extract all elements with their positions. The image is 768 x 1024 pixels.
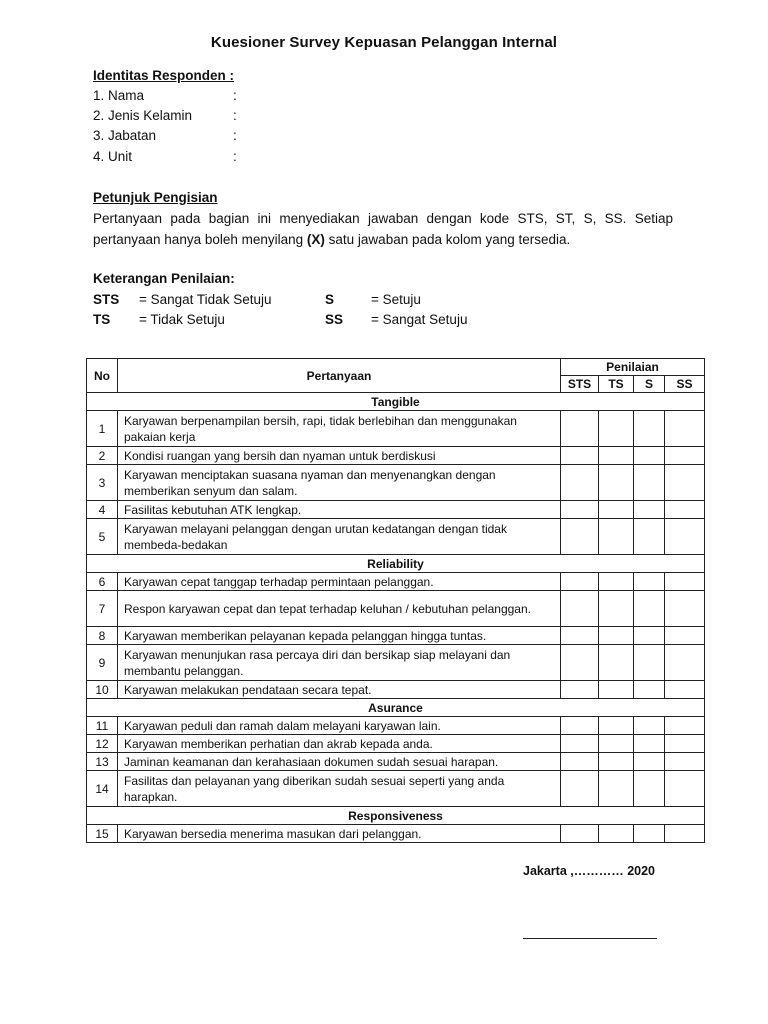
- table-row: [87, 447, 705, 465]
- question-number: 8: [87, 627, 118, 645]
- category-label: Responsiveness: [87, 807, 705, 825]
- rating-cell-sts[interactable]: [561, 771, 599, 807]
- rating-cell-sts[interactable]: [561, 447, 599, 465]
- category-row: [87, 393, 705, 411]
- ident-colon: :: [233, 108, 237, 123]
- rating-cell-s[interactable]: [634, 411, 665, 447]
- rating-cell-ts[interactable]: [599, 771, 634, 807]
- table-row: [87, 645, 705, 681]
- question-text: Karyawan melakukan pendataan secara tepat.: [118, 681, 561, 699]
- rating-cell-sts[interactable]: [561, 519, 599, 555]
- rating-cell-ts[interactable]: [599, 411, 634, 447]
- petunjuk-heading: Petunjuk Pengisian: [93, 190, 218, 205]
- table-row: [87, 735, 705, 753]
- question-number: 14: [87, 771, 118, 807]
- question-text: Jaminan keamanan dan kerahasiaan dokumen sudah sesuai harapan.: [118, 753, 561, 771]
- keterangan-row: [93, 290, 421, 310]
- rating-cell-ss[interactable]: [665, 465, 705, 501]
- rating-cell-sts[interactable]: [561, 465, 599, 501]
- place-date: Jakarta ,………… 2020: [523, 864, 656, 878]
- question-number: 1: [87, 411, 118, 447]
- question-text: Karyawan menunjukan rasa percaya diri dan bersikap siap melayani dan membantu pelanggan.: [118, 645, 561, 681]
- ket-code: S: [325, 292, 335, 307]
- rating-cell-ss[interactable]: [665, 447, 705, 465]
- rating-cell-ts[interactable]: [599, 645, 634, 681]
- ident-label: 2. Jenis Kelamin: [93, 108, 193, 123]
- category-label: Reliability: [87, 555, 705, 573]
- ident-colon: :: [233, 88, 237, 103]
- ident-label: 4. Unit: [93, 149, 133, 164]
- rating-cell-ts[interactable]: [599, 753, 634, 771]
- rating-cell-sts[interactable]: [561, 717, 599, 735]
- table-row: [87, 465, 705, 501]
- rating-cell-s[interactable]: [634, 717, 665, 735]
- ket-code: STS: [93, 292, 120, 307]
- category-label: Asurance: [87, 699, 705, 717]
- rating-cell-ss[interactable]: [665, 591, 705, 627]
- rating-cell-sts[interactable]: [561, 591, 599, 627]
- table-row: [87, 519, 705, 555]
- rating-cell-s[interactable]: [634, 627, 665, 645]
- table-row: [87, 627, 705, 645]
- question-number: 7: [87, 591, 118, 627]
- ident-field-jabatan[interactable]: [93, 126, 243, 146]
- question-text: Respon karyawan cepat dan tepat terhadap keluhan / kebutuhan pelanggan.: [118, 591, 561, 627]
- ket-code: TS: [93, 312, 111, 327]
- question-text: Fasilitas kebutuhan ATK lengkap.: [118, 501, 561, 519]
- question-number: 15: [87, 825, 118, 843]
- rating-cell-s[interactable]: [634, 645, 665, 681]
- table-row: [87, 501, 705, 519]
- header-no: No: [87, 359, 118, 393]
- ident-label: 3. Jabatan: [93, 128, 157, 143]
- ident-label: 1. Nama: [93, 88, 145, 103]
- questionnaire-table: [86, 358, 705, 843]
- question-text: Karyawan menciptakan suasana nyaman dan menyenangkan dengan memberikan senyum dan salam.: [118, 465, 561, 501]
- rating-cell-ts[interactable]: [599, 519, 634, 555]
- header-rating-ss: SS: [665, 376, 705, 393]
- ket-desc: = Tidak Setuju: [139, 312, 225, 327]
- table-row: [87, 681, 705, 699]
- table-row: [87, 825, 705, 843]
- question-number: 10: [87, 681, 118, 699]
- ket-desc: = Sangat Tidak Setuju: [139, 292, 272, 307]
- petunjuk-text: [93, 208, 673, 250]
- rating-cell-sts[interactable]: [561, 645, 599, 681]
- rating-cell-ss[interactable]: [665, 717, 705, 735]
- category-row: [87, 555, 705, 573]
- rating-cell-sts[interactable]: [561, 753, 599, 771]
- rating-cell-ts[interactable]: [599, 465, 634, 501]
- table-row: [87, 753, 705, 771]
- rating-cell-s[interactable]: [634, 501, 665, 519]
- rating-cell-sts[interactable]: [561, 735, 599, 753]
- rating-cell-ss[interactable]: [665, 825, 705, 843]
- table-row: [87, 411, 705, 447]
- question-number: 6: [87, 573, 118, 591]
- rating-cell-ss[interactable]: [665, 519, 705, 555]
- question-text: Karyawan memberikan perhatian dan akrab kepada anda.: [118, 735, 561, 753]
- rating-cell-ts[interactable]: [599, 501, 634, 519]
- rating-cell-sts[interactable]: [561, 573, 599, 591]
- rating-cell-sts[interactable]: [561, 825, 599, 843]
- rating-cell-s[interactable]: [634, 591, 665, 627]
- petunjuk-text-after: satu jawaban pada kolom yang tersedia.: [324, 232, 571, 247]
- rating-cell-s[interactable]: [634, 465, 665, 501]
- header-rating-ts: TS: [599, 376, 634, 393]
- question-number: 12: [87, 735, 118, 753]
- question-text: Karyawan melayani pelanggan dengan urutan kedatangan dengan tidak membeda-bedakan: [118, 519, 561, 555]
- rating-cell-ss[interactable]: [665, 735, 705, 753]
- question-number: 13: [87, 753, 118, 771]
- rating-cell-s[interactable]: [634, 573, 665, 591]
- ident-field-jenis-kelamin[interactable]: [93, 106, 243, 126]
- keterangan-row: [93, 310, 467, 330]
- rating-cell-ss[interactable]: [665, 411, 705, 447]
- ident-colon: :: [233, 149, 237, 164]
- question-text: Karyawan memberikan pelayanan kepada pelanggan hingga tuntas.: [118, 627, 561, 645]
- rating-cell-s[interactable]: [634, 825, 665, 843]
- question-text: Karyawan peduli dan ramah dalam melayani karyawan lain.: [118, 717, 561, 735]
- petunjuk-text-before: Pertanyaan pada bagian ini menyediakan jawaban dengan kode STS, ST, S, SS. Setiap pertanyaan hanya boleh menyilang: [93, 211, 673, 247]
- rating-cell-s[interactable]: [634, 735, 665, 753]
- category-label: Tangible: [87, 393, 705, 411]
- question-number: 5: [87, 519, 118, 555]
- rating-cell-ss[interactable]: [665, 627, 705, 645]
- question-number: 9: [87, 645, 118, 681]
- ket-desc: = Setuju: [371, 292, 421, 307]
- category-row: [87, 807, 705, 825]
- document-title: Kuesioner Survey Kepuasan Pelanggan Internal: [210, 34, 558, 51]
- ket-code: SS: [325, 312, 344, 327]
- ident-field-unit[interactable]: [93, 147, 243, 167]
- question-number: 2: [87, 447, 118, 465]
- rating-cell-ts[interactable]: [599, 717, 634, 735]
- rating-cell-ss[interactable]: [665, 753, 705, 771]
- question-number: 11: [87, 717, 118, 735]
- identitas-heading: Identitas Responden :: [93, 68, 235, 83]
- rating-cell-sts[interactable]: [561, 627, 599, 645]
- rating-cell-ts[interactable]: [599, 681, 634, 699]
- rating-cell-s[interactable]: [634, 519, 665, 555]
- header-rating: Penilaian: [561, 359, 705, 376]
- rating-cell-ts[interactable]: [599, 447, 634, 465]
- table-row: [87, 771, 705, 807]
- rating-cell-sts[interactable]: [561, 501, 599, 519]
- header-question: Pertanyaan: [118, 359, 561, 393]
- question-text: Karyawan bersedia menerima masukan dari pelanggan.: [118, 825, 561, 843]
- signature-line[interactable]: [523, 938, 657, 939]
- rating-cell-ts[interactable]: [599, 735, 634, 753]
- ket-desc: = Sangat Setuju: [371, 312, 468, 327]
- petunjuk-text-bold: (X): [306, 232, 325, 247]
- rating-cell-ss[interactable]: [665, 681, 705, 699]
- rating-cell-s[interactable]: [634, 681, 665, 699]
- rating-cell-s[interactable]: [634, 771, 665, 807]
- ident-colon: :: [233, 128, 237, 143]
- question-number: 4: [87, 501, 118, 519]
- keterangan-heading: Keterangan Penilaian:: [93, 271, 235, 286]
- rating-cell-ss[interactable]: [665, 771, 705, 807]
- header-rating-sts: STS: [561, 376, 599, 393]
- category-row: [87, 699, 705, 717]
- rating-cell-ss[interactable]: [665, 573, 705, 591]
- rating-cell-ss[interactable]: [665, 501, 705, 519]
- header-rating-s: S: [634, 376, 665, 393]
- question-number: 3: [87, 465, 118, 501]
- questionnaire-body: [87, 393, 705, 843]
- rating-cell-ts[interactable]: [599, 627, 634, 645]
- table-row: [87, 717, 705, 735]
- rating-cell-ts[interactable]: [599, 825, 634, 843]
- ident-field-nama[interactable]: [93, 86, 243, 106]
- rating-cell-ts[interactable]: [599, 573, 634, 591]
- table-row: [87, 573, 705, 591]
- question-text: Kondisi ruangan yang bersih dan nyaman untuk berdiskusi: [118, 447, 561, 465]
- table-row: [87, 591, 705, 627]
- question-text: Karyawan cepat tanggap terhadap permintaan pelanggan.: [118, 573, 561, 591]
- rating-cell-ss[interactable]: [665, 645, 705, 681]
- rating-cell-s[interactable]: [634, 447, 665, 465]
- rating-cell-sts[interactable]: [561, 411, 599, 447]
- question-text: Fasilitas dan pelayanan yang diberikan sudah sesuai seperti yang anda harapkan.: [118, 771, 561, 807]
- rating-cell-sts[interactable]: [561, 681, 599, 699]
- question-text: Karyawan berpenampilan bersih, rapi, tidak berlebihan dan menggunakan pakaian kerja: [118, 411, 561, 447]
- rating-cell-s[interactable]: [634, 753, 665, 771]
- rating-cell-ts[interactable]: [599, 591, 634, 627]
